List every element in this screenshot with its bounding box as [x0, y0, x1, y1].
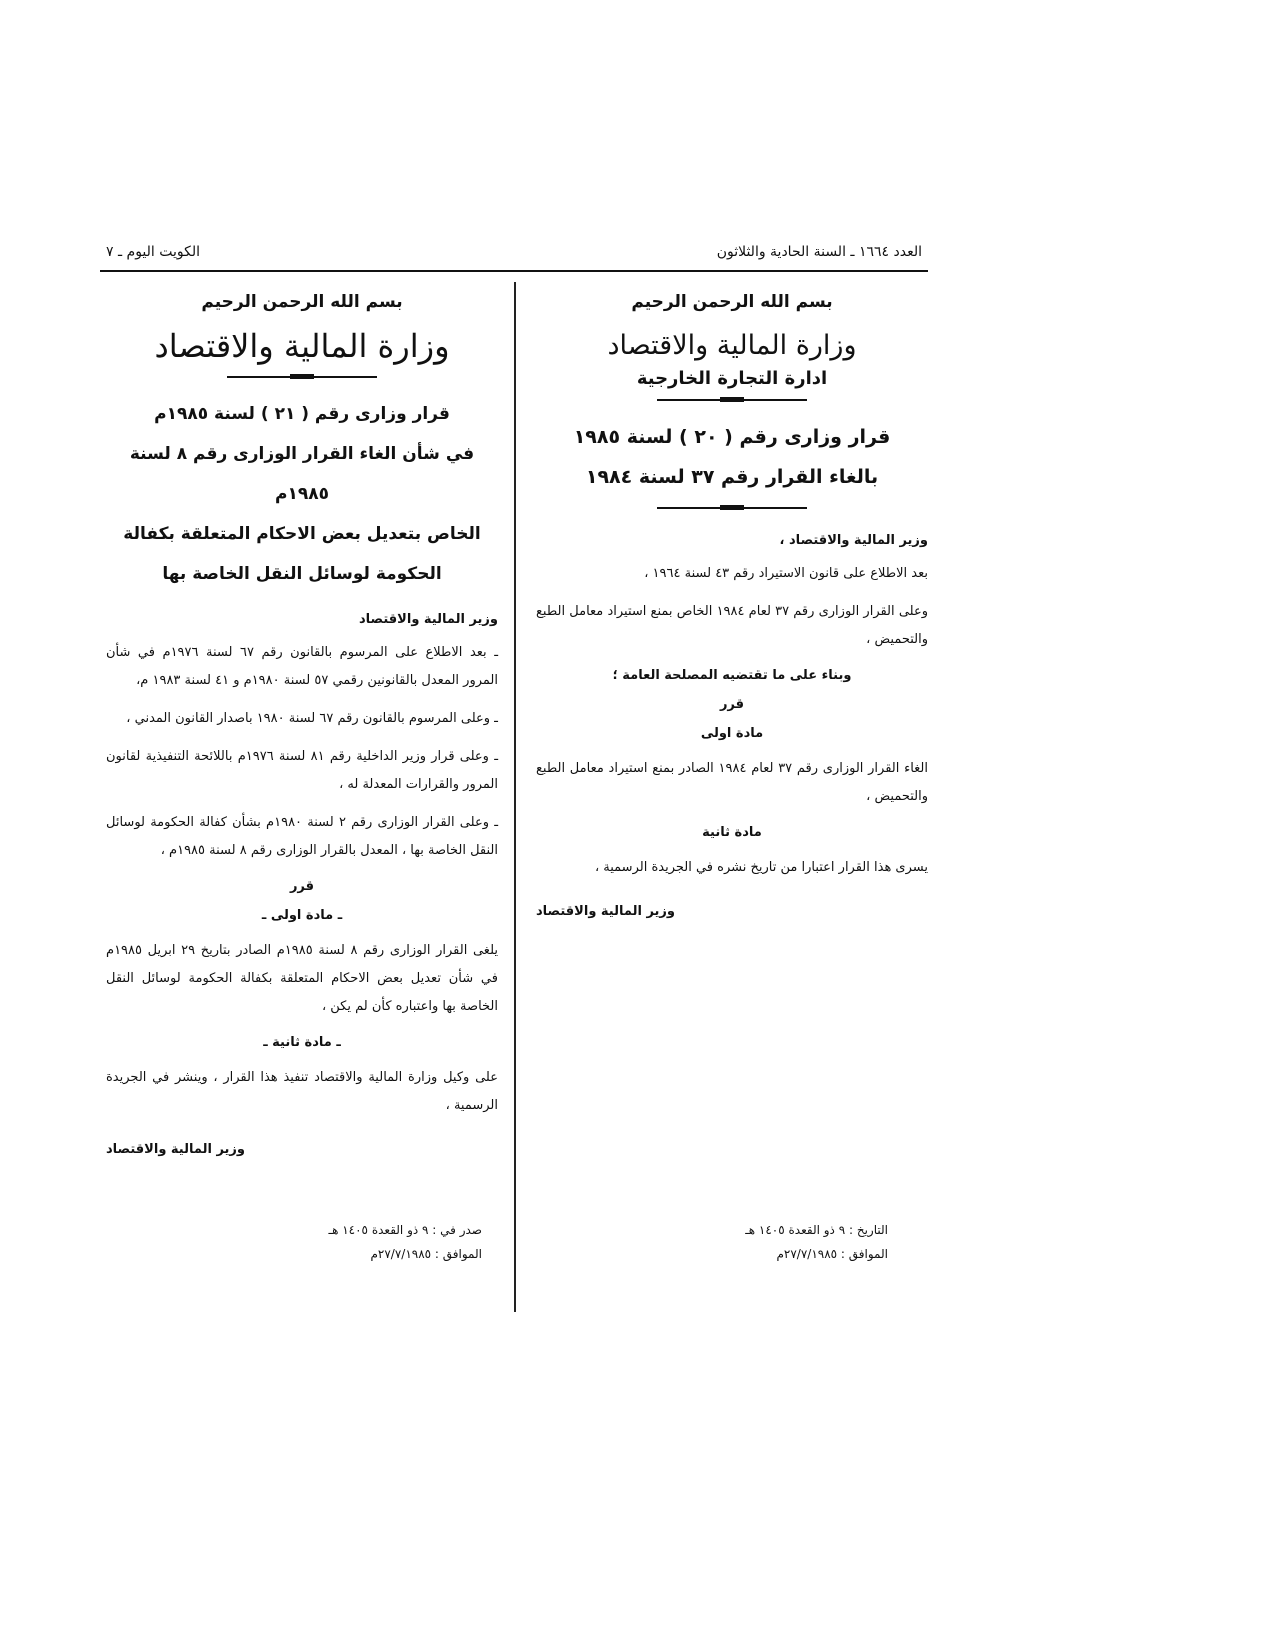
signature-minister: وزير المالية والاقتصاد [106, 1142, 245, 1157]
ornament-divider [657, 399, 807, 407]
preamble-3: وبناء على ما تقتضيه المصلحة العامة ؛ [612, 668, 852, 683]
basmala: بسم الله الرحمن الرحيم [631, 292, 833, 312]
decision-title: قرار وزارى رقم ( ٢١ ) لسنة ١٩٨٥م [154, 404, 450, 424]
ornament-divider [227, 376, 377, 384]
gazette-page [100, 236, 928, 1346]
gregorian-date: الموافق : ٢٧/٧/١٩٨٥م [776, 1247, 888, 1261]
basmala: بسم الله الرحمن الرحيم [201, 292, 403, 312]
preamble-3: ـ وعلى قرار وزير الداخلية رقم ٨١ لسنة ١٩٧٦م باللائحة التنفيذية لقانون المرور والقرارات المعدلة له ، [106, 749, 499, 792]
decision-subtitle: بالغاء القرار رقم ٣٧ لسنة ١٩٨٤ [585, 466, 879, 488]
gregorian-date: الموافق : ٢٧/٧/١٩٨٥م [370, 1247, 482, 1261]
article-2-text: على وكيل وزارة المالية والاقتصاد تنفيذ هذا القرار ، وينشر في الجريدة الرسمية ، [106, 1070, 498, 1113]
preamble-2: ـ وعلى المرسوم بالقانون رقم ٦٧ لسنة ١٩٨٠ باصدار القانون المدني ، [126, 711, 498, 726]
hijri-date: التاريخ : ٩ ذو القعدة ١٤٠٥ هـ [745, 1223, 888, 1237]
decision-20 [536, 286, 928, 919]
decides-heading: قرر [289, 879, 315, 894]
dates-right [745, 1218, 888, 1266]
minister-label: وزير المالية والاقتصاد ، [779, 533, 928, 548]
ministry-title: وزارة المالية والاقتصاد [607, 330, 857, 361]
minister-label: وزير المالية والاقتصاد [359, 612, 498, 627]
article-2-heading: مادة ثانية [702, 825, 762, 840]
article-1-text: الغاء القرار الوزارى رقم ٣٧ لعام ١٩٨٤ الصادر بمنع استيراد معامل الطبع والتحميض ، [536, 761, 928, 804]
preamble-2: وعلى القرار الوزارى رقم ٣٧ لعام ١٩٨٤ الخاص بمنع استيراد معامل الطبع والتحميض ، [536, 604, 928, 647]
decision-subtitle-1: في شأن الغاء القرار الوزارى رقم ٨ لسنة ١٩٨٥م [129, 444, 475, 504]
article-1-heading: ـ مادة اولى ـ [261, 908, 343, 923]
article-1-text: يلغى القرار الوزارى رقم ٨ لسنة ١٩٨٥م الصادر بتاريخ ٢٩ ابريل ١٩٨٥م في شأن تعديل بعض الاحكام المتعلقة بكفالة الحكومة لوسائل النقل الخاصة بها واعتباره كأن لم يكن ، [106, 943, 499, 1014]
article-2-heading: ـ مادة ثانية ـ [263, 1035, 341, 1050]
column-divider [514, 282, 516, 1312]
ornament-divider [657, 507, 807, 515]
article-1-heading: مادة اولى [700, 726, 764, 741]
preamble-1: ـ بعد الاطلاع على المرسوم بالقانون رقم ٦٧ لسنة ١٩٧٦م في شأن المرور المعدل بالقانونين رقمي ٥٧ لسنة ١٩٨٠م و ٤١ لسنة ١٩٨٣ م، [106, 645, 498, 688]
dates-left [329, 1218, 482, 1266]
decision-subtitle-3: الحكومة لوسائل النقل الخاصة بها [162, 564, 442, 584]
decision-subtitle-2: الخاص بتعديل بعض الاحكام المتعلقة بكفالة [123, 524, 481, 544]
issue-info: العدد ١٦٦٤ ـ السنة الحادية والثلاثون [716, 244, 922, 260]
signature-minister: وزير المالية والاقتصاد [536, 904, 675, 919]
article-2-text: يسرى هذا القرار اعتبارا من تاريخ نشره في الجريدة الرسمية ، [594, 860, 928, 875]
decides-heading: قرر [719, 697, 745, 712]
department-title: ادارة التجارة الخارجية [636, 368, 828, 389]
decision-title: قرار وزارى رقم ( ٢٠ ) لسنة ١٩٨٥ [573, 426, 891, 448]
preamble-1: بعد الاطلاع على قانون الاستيراد رقم ٤٣ لسنة ١٩٦٤ ، [644, 566, 928, 581]
hijri-date: صدر في : ٩ ذو القعدة ١٤٠٥ هـ [328, 1223, 482, 1237]
page-number: الكويت اليوم ـ ٧ [106, 244, 201, 260]
decision-21 [106, 286, 498, 1157]
page-header [100, 236, 928, 272]
ministry-title: وزارة المالية والاقتصاد [154, 327, 450, 365]
preamble-4: ـ وعلى القرار الوزارى رقم ٢ لسنة ١٩٨٠م بشأن كفالة الحكومة لوسائل النقل الخاصة بها ، المعدل بالقرار الوزارى رقم ٨ لسنة ١٩٨٥م ، [106, 815, 499, 858]
